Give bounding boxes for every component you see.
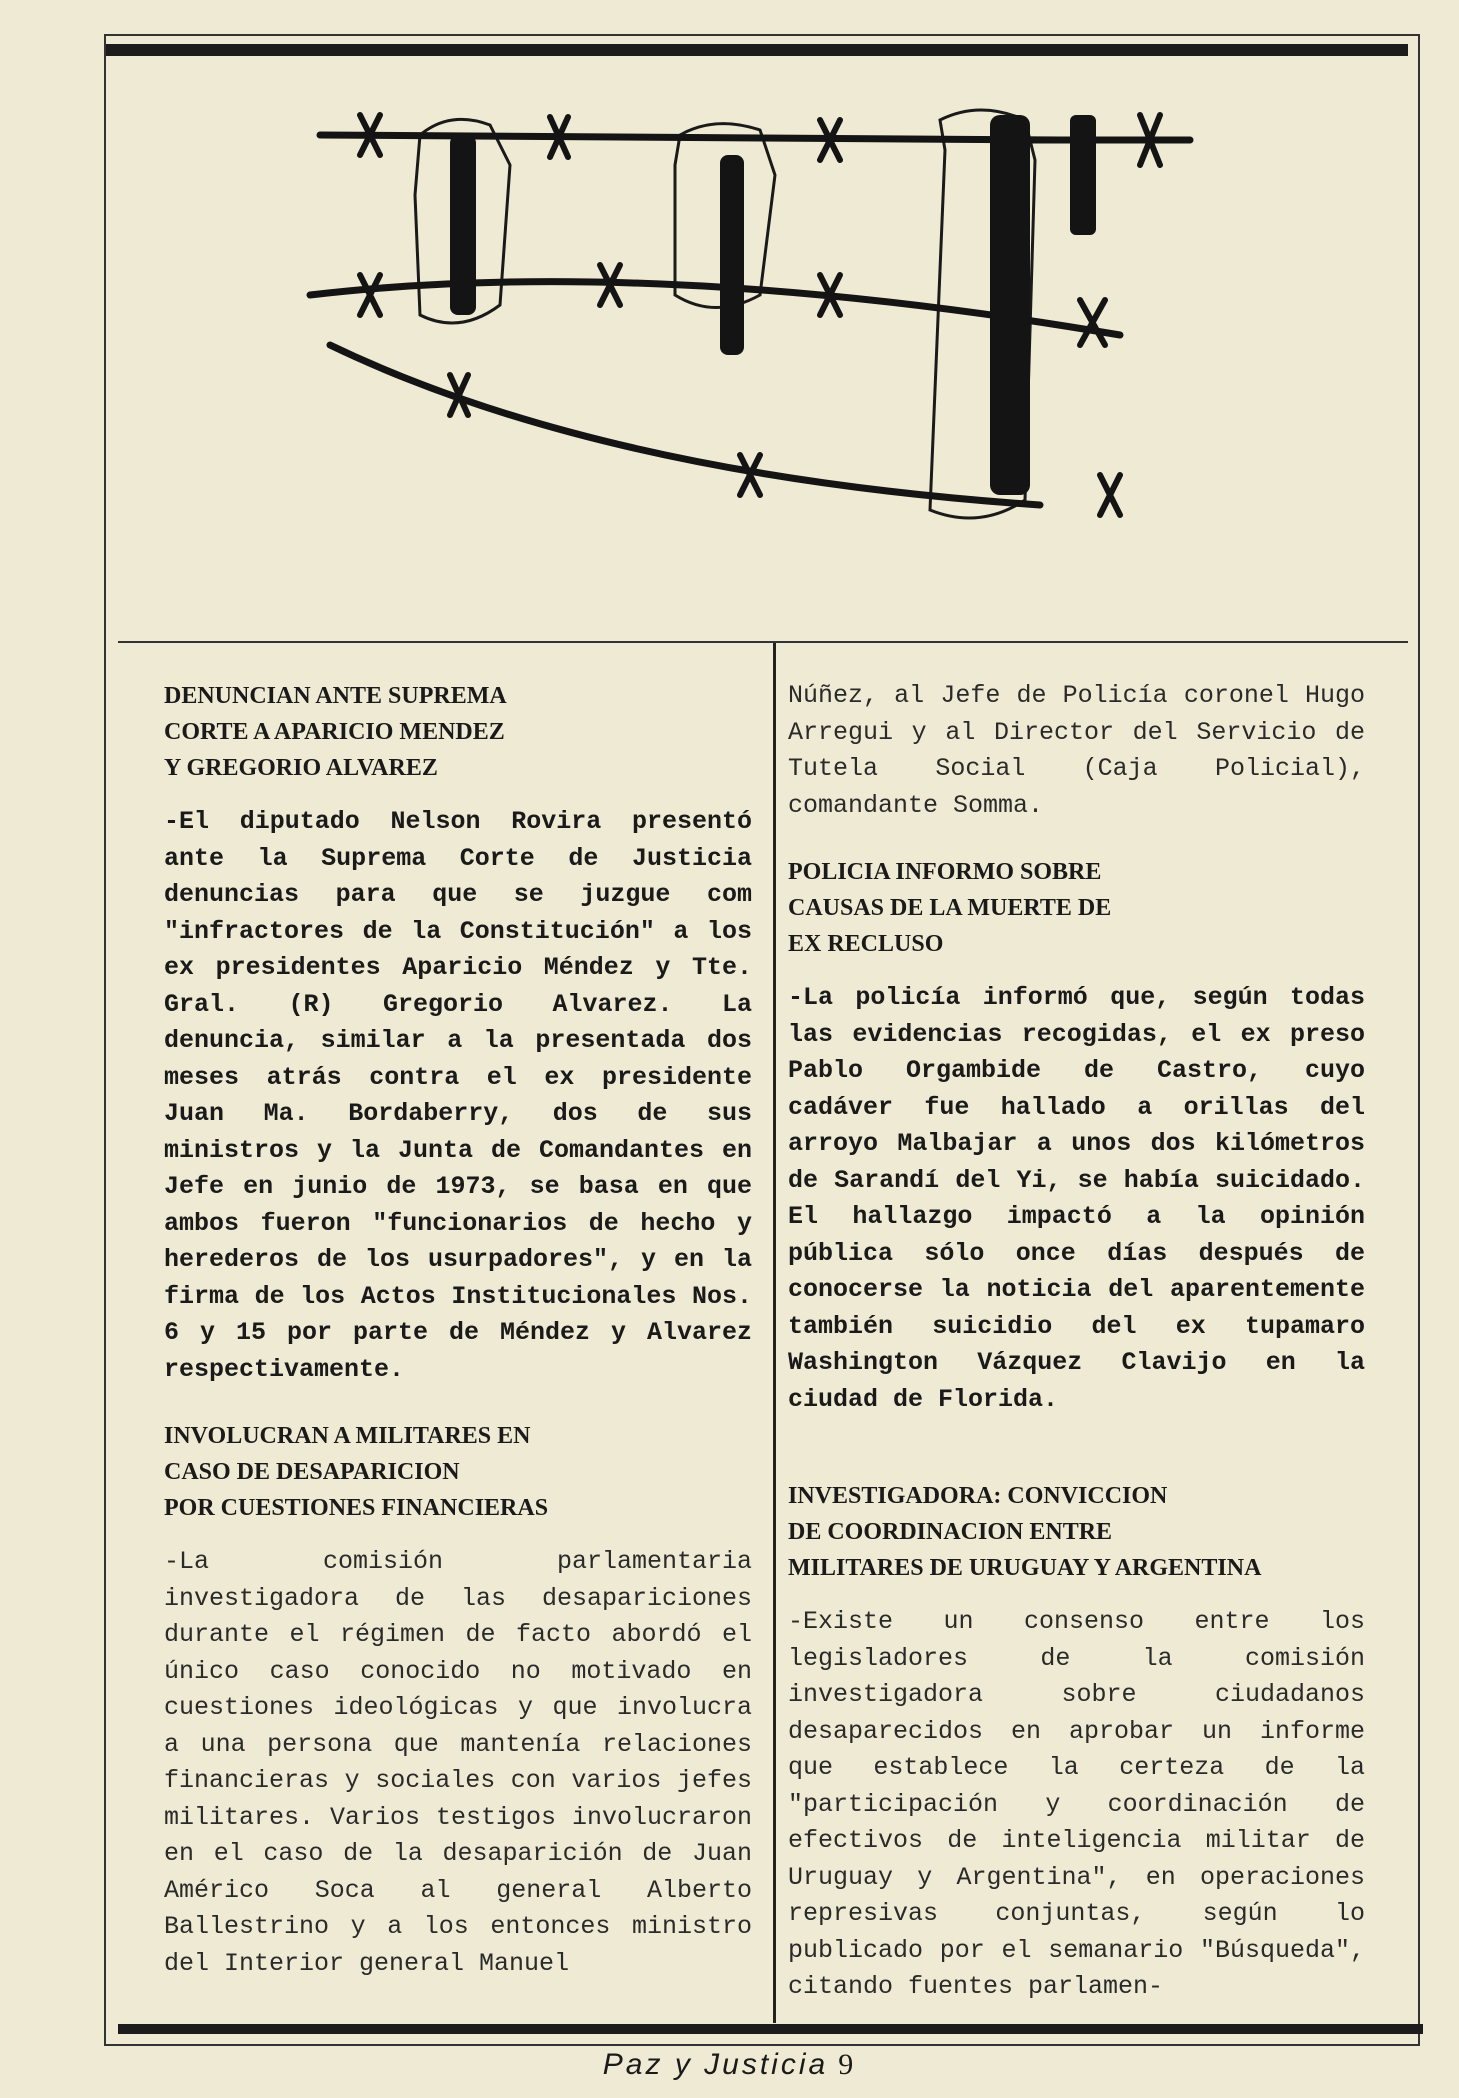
section-divider: [118, 641, 1408, 643]
bottom-rule: [118, 2024, 1423, 2034]
page-number: 9: [838, 2048, 857, 2081]
top-rule: [106, 44, 1408, 56]
publication-name: Paz y Justicia: [602, 2048, 829, 2081]
page-footer: [0, 2048, 1459, 2082]
fists-barbed-wire-illustration: [300, 95, 1220, 565]
right-column: [788, 678, 1365, 2036]
article-body: -El diputado Nelson Rovira presentó ante la Suprema Corte de Justicia denuncias para que se juzgue com "infractores de la Constitución" a los ex presidentes Aparicio Méndez y Tte. Gral. (R) Gregorio Alvarez. La denuncia, similar a la presentada dos meses atrás contra el ex presidente Juan Ma. Bordaberry, dos de sus ministros y la Junta de Comandantes en Jefe en junio de 1973, se basa en que ambos fueron "funcionarios de hecho y herederos de los usurpadores", y en la firma de los Actos Institucionales Nos. 6 y 15 por parte de Méndez y Alvarez respectivamente.: [164, 807, 752, 1384]
article-body: -La comisión parlamentaria investigadora de las desapariciones durante el régimen de facto abordó el único caso conocido no motivado en cuestiones ideológicas y que involucra a una persona que mantenía relaciones financieras y sociales con varios jefes militares. Varios testigos involucraron en el caso de la desaparición de Juan Américo Soca al general Alberto Ballestrino y a los entonces ministro del Interior general Manuel: [164, 1547, 752, 1978]
left-column: [164, 678, 752, 2012]
article-headline: INVOLUCRAN A MILITARES EN CASO DE DESAPARICION POR CUESTIONES FINANCIERAS: [164, 1423, 549, 1521]
article-body: -Existe un consenso entre los legisladores de la comisión investigadora sobre ciudadanos desaparecidos en aprobar un informe que establece la certeza de la "participación y coordinación de efectivos de inteligencia militar de Uruguay y Argentina", en operaciones represivas conjuntas, según lo publicado por el semanario "Búsqueda", citando fuentes parlamen-: [788, 1607, 1365, 2001]
article-body: -La policía informó que, según todas las evidencias recogidas, el ex preso Pablo Orgambide de Castro, cuyo cadáver fue hallado a orillas del arroyo Malbajar a unos dos kilómetros de Sarandí del Yi, se había suicidado. El hallazgo impactó a la opinión pública sólo once días después de conocerse la noticia del aparentemente también suicidio del ex tupamaro Washington Vázquez Clavijo en la ciudad de Florida.: [788, 983, 1365, 1414]
article-headline: POLICIA INFORMO SOBRE CAUSAS DE LA MUERTE DE EX RECLUSO: [788, 859, 1112, 957]
article-continuation: Núñez, al Jefe de Policía coronel Hugo Arregui y al Director del Servicio de Tutela Social (Caja Policial), comandante Somma.: [788, 681, 1365, 820]
article-headline: DENUNCIAN ANTE SUPREMA CORTE A APARICIO MENDEZ Y GREGORIO ALVAREZ: [164, 683, 507, 781]
article-headline: INVESTIGADORA: CONVICCION DE COORDINACION ENTRE MILITARES DE URUGUAY Y ARGENTINA: [788, 1483, 1262, 1581]
column-divider: [773, 643, 776, 2023]
